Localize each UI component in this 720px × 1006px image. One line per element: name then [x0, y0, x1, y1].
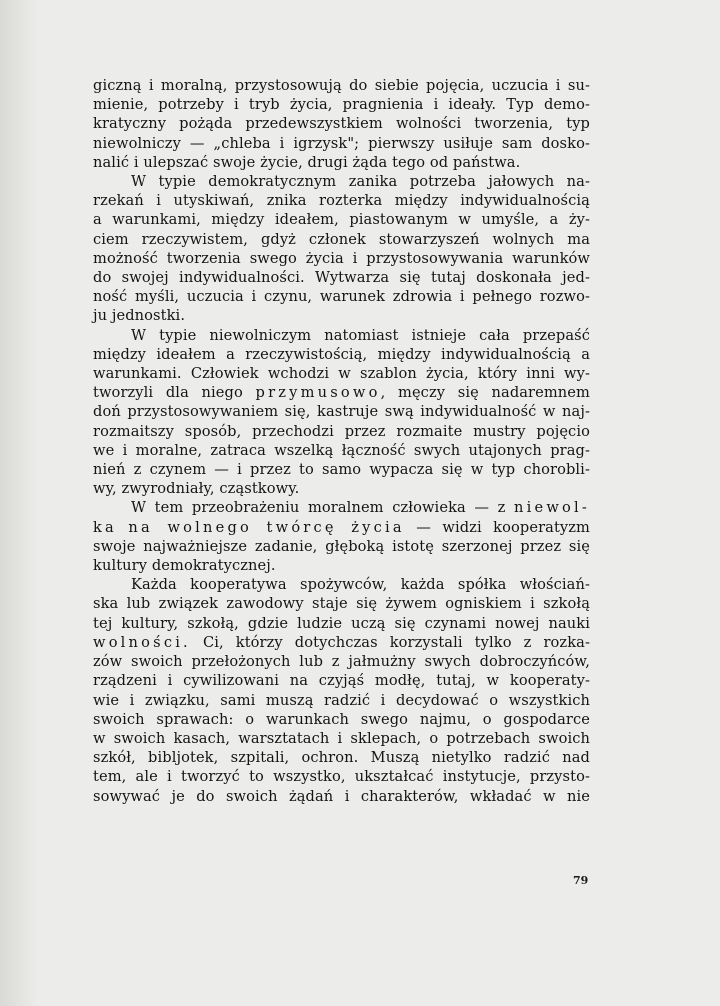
text-line: do swojej indywidualności. Wytwarza się tutaj doskonała jed- [93, 269, 590, 287]
text-segment: , męczy się nadaremnem [380, 384, 590, 402]
text-line: rzekań i utyskiwań, znika rozterka między indywidualnością [93, 192, 590, 210]
text-segment: — widzi kooperatyzm [404, 518, 590, 536]
text-line-with-spaced-word [93, 383, 590, 402]
text-line: rozmaitszy sposób, przechodzi przez rozmaite mustry pojęcio [93, 422, 590, 440]
spaced-emphasis: przymusowo [255, 384, 381, 402]
text-line: doń przystosowywaniem się, kastruje swą indywidualność w naj- [93, 403, 590, 421]
paragraph-3 [93, 326, 590, 499]
text-line: warunkami. Człowiek wchodzi w szablon życia, który inni wy- [93, 365, 590, 383]
text-line: wy, zwyrodniały, cząstkowy. [93, 480, 300, 498]
text-line: ność myśli, uczucia i czynu, warunek zdrowia i pełnego rozwo- [93, 288, 590, 306]
spaced-emphasis: niewol- [514, 499, 590, 517]
text-line: a warunkami, między ideałem, piastowanym w umyśle, a ży- [93, 211, 590, 229]
text-line: kultury demokratycznej. [93, 557, 276, 575]
spaced-emphasis: ka [93, 518, 117, 536]
text-line: nalić i ulepszać swoje życie, drugi żąda tego od państwa. [93, 153, 521, 171]
page-number: 79 [573, 874, 589, 887]
text-line: ju jednostki. [93, 307, 186, 325]
text-line: sowywać je do swoich żądań i charakterów, wkładać w nie [93, 787, 590, 805]
text-line: wie i związku, sami muszą radzić i decydować o wszystkich [93, 691, 590, 709]
text-line: we i moralne, zatraca wszelką łączność swych utajonych prag- [93, 441, 590, 459]
text-line-with-spaced-word [93, 498, 590, 517]
text-line: ska lub związek zawodowy staje się żywem ogniskiem i szkołą [93, 595, 590, 613]
text-line: zów swoich przełożonych lub z jałmużny swych dobroczyńców, [93, 653, 590, 671]
text-line: swoich sprawach: o warunkach swego najmu, o gospodarce [93, 710, 590, 728]
text-line: tej kultury, szkołą, gdzie ludzie uczą się czynami nowej nauki [93, 614, 590, 632]
body-text [93, 76, 590, 806]
text-line: nień z czynem — i przez to samo wypacza się w typ chorobli- [93, 461, 590, 479]
paragraph-4 [93, 498, 590, 575]
text-line: swoje najważniejsze zadanie, głęboką istotę szerzonej przez się [93, 537, 590, 555]
text-line: w swoich kasach, warsztatach i sklepach, o potrzebach swoich [93, 729, 590, 747]
text-line: rządzeni i cywilizowani na czyjąś modłę, tutaj, w kooperaty- [93, 672, 590, 690]
text-line: giczną i moralną, przystosowują do siebie pojęcia, uczucia i su- [93, 77, 590, 94]
text-line: szkół, bibljotek, szpitali, ochron. Muszą nietylko radzić nad [93, 749, 590, 767]
text-line: W typie demokratycznym zanika potrzeba jałowych na- [131, 173, 590, 191]
text-line-with-spaced-word [93, 518, 590, 537]
text-segment: tworzyli dla niego [93, 384, 243, 402]
text-line: między ideałem a rzeczywistością, między indywidualnością a [93, 345, 590, 363]
spaced-emphasis: wolności. [93, 633, 191, 651]
spaced-emphasis: na wolnego twórcę życia [128, 518, 405, 536]
text-line: W typie niewolniczym natomiast istnieje cała przepaść [131, 326, 590, 344]
text-line-with-spaced-word [93, 633, 590, 652]
text-segment: W tem przeobrażeniu moralnem człowieka — z [131, 499, 506, 517]
text-line: mienie, potrzeby i tryb życia, pragnienia i ideały. Typ demo- [93, 96, 590, 114]
paragraph-5 [93, 575, 590, 805]
text-line: tem, ale i tworzyć to wszystko, ukształcać instytucje, przysto- [93, 768, 590, 786]
text-line: Każda kooperatywa spożywców, każda spółka włościań- [131, 576, 590, 594]
paragraph-2 [93, 172, 590, 326]
text-segment: Ci, którzy dotychczas korzystali tylko z rozka- [202, 633, 590, 651]
text-line: kratyczny pożąda przedewszystkiem wolności tworzenia, typ [93, 115, 590, 133]
text-line: niewolniczy — „chleba i igrzysk"; pierwszy usiłuje sam dosko- [93, 134, 590, 152]
text-line: ciem rzeczywistem, gdyż członek stowarzyszeń wolnych ma [93, 230, 590, 248]
text-line: możność tworzenia swego życia i przystosowywania warunków [93, 249, 590, 267]
paragraph-1 [93, 76, 590, 172]
